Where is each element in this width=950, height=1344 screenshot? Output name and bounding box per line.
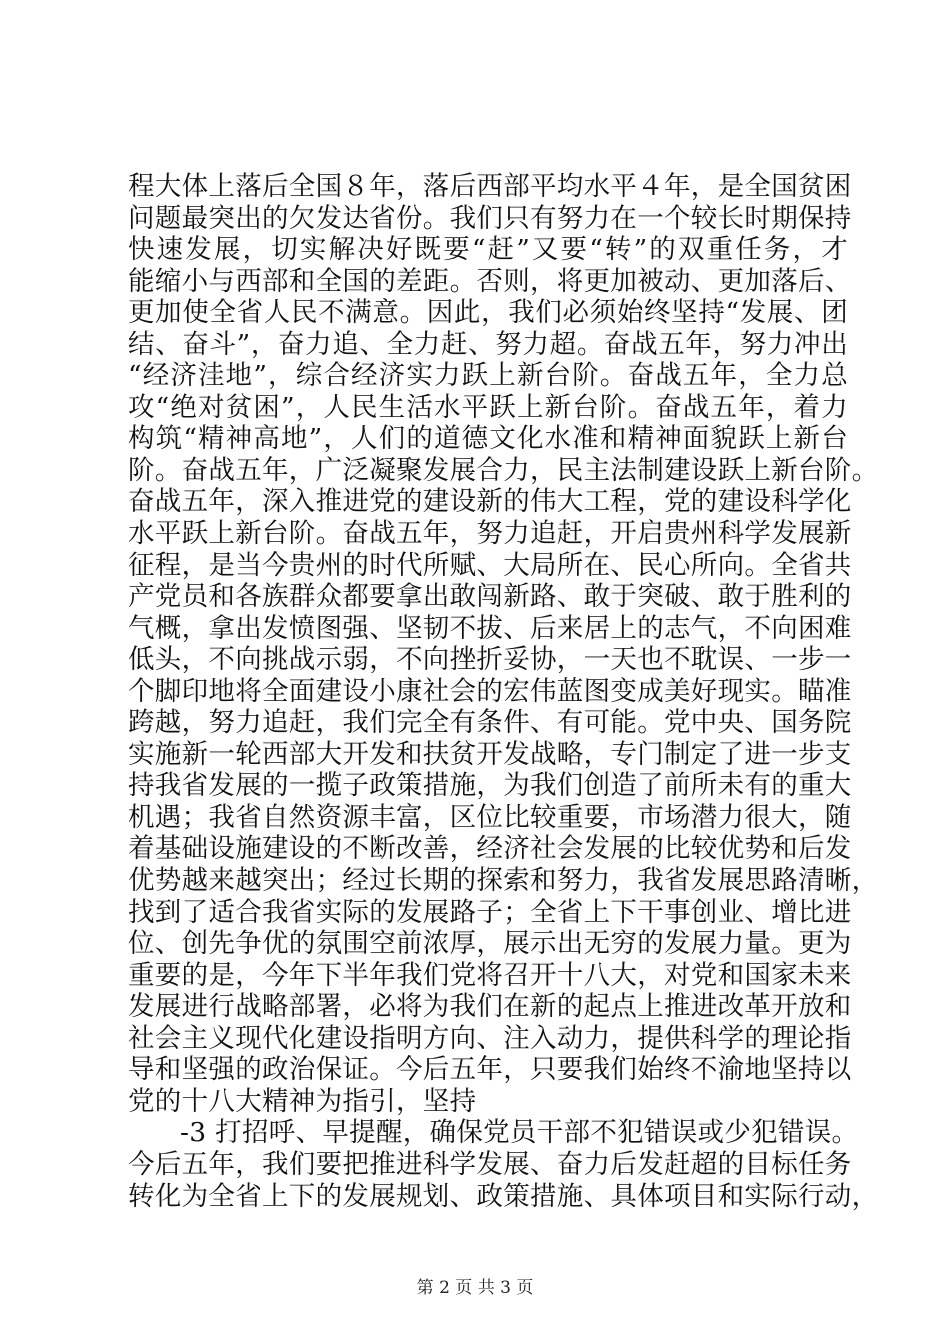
- text-line: 构筑“精神高地”，人们的道德文化水准和精神面貌跃上新台: [128, 423, 848, 455]
- text-line: 个脚印地将全面建设小康社会的宏伟蓝图变成美好现实。瞄准: [128, 675, 852, 707]
- text-line: 位、创先争优的氛围空前浓厚，展示出无穷的发展力量。更为: [128, 928, 852, 960]
- text-line: 征程，是当今贵州的时代所赋、大局所在、民心所向。全省共: [128, 549, 852, 581]
- text-line: 社会主义现代化建设指明方向、注入动力，提供科学的理论指: [128, 1022, 852, 1054]
- text-line: 实施新一轮西部大开发和扶贫开发战略，专门制定了进一步支: [128, 738, 852, 770]
- text-line: 找到了适合我省实际的发展路子；全省上下干事创业、增比进: [128, 896, 852, 928]
- text-line: 党的十八大精神为指引，坚持: [128, 1085, 477, 1117]
- text-line: 导和坚强的政治保证。今后五年，只要我们始终不渝地坚持以: [128, 1054, 852, 1086]
- text-line: 转化为全省上下的发展规划、政策措施、具体项目和实际行动，: [128, 1180, 879, 1212]
- text-line: 跨越，努力追赶，我们完全有条件、有可能。党中央、国务院: [128, 707, 852, 739]
- text-line: 持我省发展的一揽子政策措施，为我们创造了前所未有的重大: [128, 770, 852, 802]
- text-line: 攻“绝对贫困”，人民生活水平跃上新台阶。奋战五年，着力: [128, 391, 848, 423]
- page-number: 第 2 页 共 3 页: [416, 1278, 534, 1298]
- text-line: 气概，拿出发愤图强、坚韧不拔、后来居上的志气，不向困难: [128, 612, 852, 644]
- text-line: 优势越来越突出；经过长期的探索和努力，我省发展思路清晰，: [128, 865, 879, 897]
- text-line: 低头，不向挑战示弱，不向挫折妥协，一天也不耽误、一步一: [128, 644, 852, 676]
- text-line: 问题最突出的欠发达省份。我们只有努力在一个较长时期保持: [128, 202, 852, 234]
- text-line: 奋战五年，深入推进党的建设新的伟大工程，党的建设科学化: [128, 486, 852, 518]
- text-line: 今后五年，我们要把推进科学发展、奋力后发赶超的目标任务: [128, 1148, 852, 1180]
- text-line: -3 打招呼、早提醒，确保党员干部不犯错误或少犯错误。: [180, 1117, 859, 1149]
- text-line: 产党员和各族群众都要拿出敢闯新路、敢于突破、敢于胜利的: [128, 581, 852, 613]
- text-line: 结、奋斗”，奋力追、全力赶、努力超。奋战五年，努力冲出: [128, 328, 848, 360]
- text-line: 发展进行战略部署，必将为我们在新的起点上推进改革开放和: [128, 991, 852, 1023]
- text-line: 重要的是，今年下半年我们党将召开十八大，对党和国家未来: [128, 959, 852, 991]
- text-line: “经济洼地”，综合经济实力跃上新台阶。奋战五年，全力总: [128, 360, 848, 392]
- text-line: 快速发展，切实解决好既要“赶”又要“转”的双重任务，才: [128, 234, 848, 266]
- text-line: 着基础设施建设的不断改善，经济社会发展的比较优势和后发: [128, 833, 852, 865]
- page-footer: [0, 1276, 950, 1300]
- text-line: 机遇；我省自然资源丰富，区位比较重要，市场潜力很大，随: [128, 801, 852, 833]
- text-line: 阶。奋战五年，广泛凝聚发展合力，民主法制建设跃上新台阶。: [128, 454, 879, 486]
- text-line: 程大体上落后全国８年，落后西部平均水平４年，是全国贫困: [128, 171, 852, 202]
- text-line: 能缩小与西部和全国的差距。否则，将更加被动、更加落后、: [128, 265, 852, 297]
- body-text: [128, 171, 879, 1212]
- text-line: 水平跃上新台阶。奋战五年，努力追赶，开启贵州科学发展新: [128, 518, 852, 550]
- text-line: 更加使全省人民不满意。因此，我们必须始终坚持“发展、团: [128, 297, 848, 329]
